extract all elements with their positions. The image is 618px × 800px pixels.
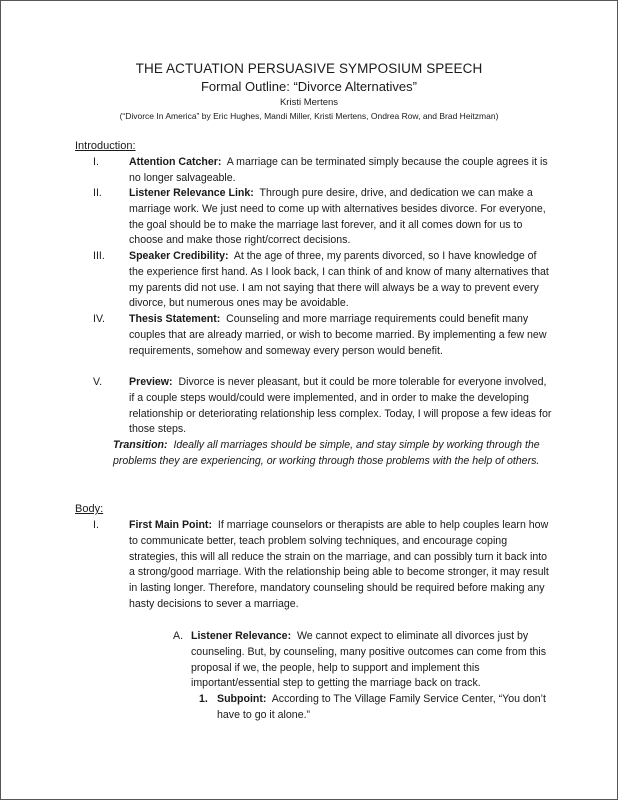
transition-text: Ideally all marriages should be simple, and stay simple by working through the problems they are experiencing, or working through those problems with the help of others.	[113, 439, 540, 467]
item-label: Speaker Credibility:	[129, 250, 229, 262]
body-main-point-1	[93, 518, 553, 613]
body-subpoint-1	[199, 692, 553, 724]
item-label: Subpoint:	[217, 693, 267, 705]
item-label: Preview:	[129, 376, 173, 388]
item-label: Listener Relevance Link:	[129, 187, 254, 199]
body-heading: Body:	[75, 503, 104, 515]
item-text: If marriage counselors or therapists are able to help couples learn how to communicate better, teach problem solving techniques, and encourage coping strategies, this will all reduce the strain on the marriage, and can possibly turn it back into a strong/good marriage. With the relationship being able to become stronger, it may result in lasting longer. Therefore, mandatory counseling should be required before making any hasty decisions to sever a marriage.	[129, 519, 549, 610]
item-text: Divorce is never pleasant, but it could be more tolerable for everyone involved, if a couple steps would/could were implemented, and in order to make the developing relationship or deteriorating relationship less complex. Today, I will propose a few ideas for those steps.	[129, 376, 552, 436]
item-text: We cannot expect to eliminate all divorces just by counseling. But, by counseling, many positive outcomes can come from this proposal if we, the people, help to support and implement this important/essential step to getting the marriage back on track.	[191, 630, 547, 690]
item-label: First Main Point:	[129, 519, 212, 531]
item-number: A.	[173, 630, 184, 642]
document-title: THE ACTUATION PERSUASIVE SYMPOSIUM SPEECH	[135, 61, 483, 76]
item-number: 1.	[199, 693, 208, 705]
item-number: IV.	[93, 313, 105, 325]
transition-label: Transition:	[113, 439, 168, 451]
item-label: Attention Catcher:	[129, 156, 222, 168]
item-number: II.	[93, 187, 102, 199]
item-label: Thesis Statement:	[129, 313, 221, 325]
introduction-heading: Introduction:	[75, 140, 136, 152]
intro-transition	[113, 438, 553, 470]
item-number: I.	[93, 519, 99, 531]
item-number: III.	[93, 250, 105, 262]
credits-line: (“Divorce In America” by Eric Hughes, Mandi Miller, Kristi Mertens, Ondrea Row, and Brad Heitzman)	[119, 111, 499, 121]
intro-item-1	[93, 155, 553, 187]
item-text: According to The Village Family Service Center, “You don’t have to go it alone.”	[217, 693, 546, 721]
item-label: Listener Relevance:	[191, 630, 292, 642]
intro-item-2	[93, 186, 553, 249]
body-subpoint-a	[173, 629, 553, 692]
author-name: Kristi Mertens	[279, 97, 339, 108]
item-number: V.	[93, 376, 103, 388]
item-number: I.	[93, 156, 99, 168]
intro-item-3	[93, 249, 553, 312]
intro-item-4	[93, 312, 553, 359]
intro-item-5	[93, 375, 553, 438]
item-text: A marriage can be terminated simply because the couple agrees it is no longer salvageable.	[129, 156, 548, 184]
document-subtitle: Formal Outline: “Divorce Alternatives”	[200, 79, 417, 94]
item-text: Through pure desire, drive, and dedication we can make a marriage work. We just need to come up with alternatives besides divorce. For everyone, the goal should be to make the marriage last forever, and it all comes down for us to choose and make those right/correct decisions.	[129, 187, 546, 247]
item-text: Counseling and more marriage requirements could benefit many couples that are already married, or wish to become married. By implementing a few new requirements, somehow and someway every person would benefit.	[129, 313, 547, 357]
item-text: At the age of three, my parents divorced, so I have knowledge of the experience first hand. As I look back, I can think of and know of many alternatives that my parents did not use. I am not saying that there will always be a way to prevent every divorce, but numerous ones may be avoidable.	[129, 250, 549, 310]
